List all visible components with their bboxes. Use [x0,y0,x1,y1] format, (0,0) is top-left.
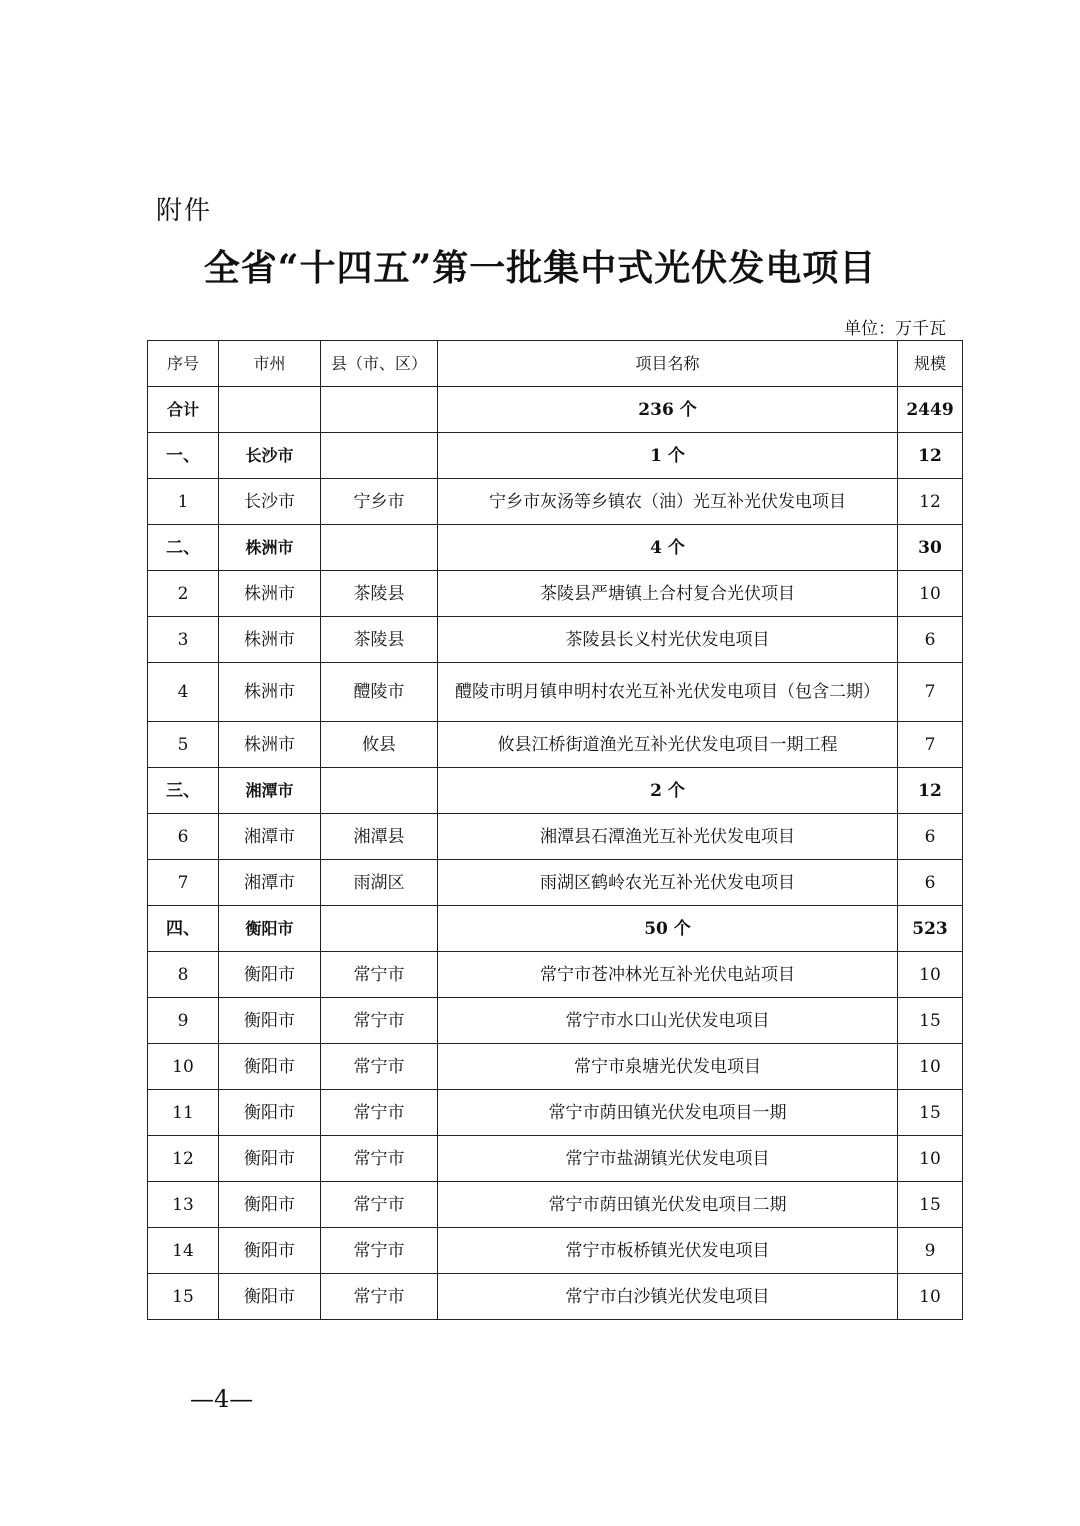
table-row [148,1136,963,1182]
cell-scale: 10 [898,1274,963,1320]
cell-county: 宁乡市 [321,479,438,525]
table-row [148,814,963,860]
cell-no: 一、 [148,433,219,479]
cell-project-name: 236 个 [438,387,898,433]
cell-city: 衡阳市 [219,1044,321,1090]
cell-project-name: 攸县江桥街道渔光互补光伏发电项目一期工程 [438,722,898,768]
header-county: 县（市、区） [321,341,438,387]
table-row [148,952,963,998]
table-body [148,387,963,1320]
cell-city: 株洲市 [219,617,321,663]
project-table [147,340,963,1320]
cell-scale: 12 [898,479,963,525]
cell-no: 5 [148,722,219,768]
cell-scale: 10 [898,571,963,617]
cell-project-name: 常宁市苍冲林光互补光伏电站项目 [438,952,898,998]
cell-project-name: 常宁市水口山光伏发电项目 [438,998,898,1044]
cell-county: 常宁市 [321,1136,438,1182]
cell-no: 4 [148,663,219,722]
cell-project-name: 常宁市板桥镇光伏发电项目 [438,1228,898,1274]
cell-city: 衡阳市 [219,1090,321,1136]
cell-city: 株洲市 [219,722,321,768]
cell-no: 6 [148,814,219,860]
table-row [148,1274,963,1320]
cell-project-name: 常宁市荫田镇光伏发电项目二期 [438,1182,898,1228]
cell-city: 长沙市 [219,433,321,479]
cell-scale: 10 [898,952,963,998]
cell-city: 衡阳市 [219,1228,321,1274]
cell-city: 株洲市 [219,571,321,617]
cell-no: 三、 [148,768,219,814]
cell-no: 11 [148,1090,219,1136]
cell-scale: 10 [898,1136,963,1182]
table-row [148,860,963,906]
cell-city: 湘潭市 [219,860,321,906]
cell-county [321,525,438,571]
unit-label: 单位：万千瓦 [844,319,946,339]
cell-county: 常宁市 [321,1044,438,1090]
cell-no: 8 [148,952,219,998]
cell-county: 醴陵市 [321,663,438,722]
cell-project-name: 常宁市荫田镇光伏发电项目一期 [438,1090,898,1136]
cell-county [321,906,438,952]
cell-scale: 10 [898,1044,963,1090]
cell-city: 衡阳市 [219,952,321,998]
cell-project-name: 常宁市泉塘光伏发电项目 [438,1044,898,1090]
header-scale: 规模 [898,341,963,387]
cell-no: 四、 [148,906,219,952]
header-city: 市州 [219,341,321,387]
cell-scale: 30 [898,525,963,571]
table-row [148,617,963,663]
cell-scale: 2449 [898,387,963,433]
cell-no: 合计 [148,387,219,433]
group-row [148,768,963,814]
group-row [148,525,963,571]
cell-no: 12 [148,1136,219,1182]
cell-scale: 6 [898,860,963,906]
cell-city: 衡阳市 [219,998,321,1044]
table-row [148,1182,963,1228]
table-row [148,998,963,1044]
cell-county: 雨湖区 [321,860,438,906]
cell-city: 株洲市 [219,663,321,722]
page-number: —4— [190,1385,254,1413]
cell-no: 7 [148,860,219,906]
cell-no: 二、 [148,525,219,571]
header-project-name: 项目名称 [438,341,898,387]
cell-no: 10 [148,1044,219,1090]
table-row [148,1090,963,1136]
cell-scale: 6 [898,617,963,663]
cell-city: 衡阳市 [219,1274,321,1320]
cell-project-name: 茶陵县长义村光伏发电项目 [438,617,898,663]
cell-county: 常宁市 [321,1182,438,1228]
cell-county: 常宁市 [321,952,438,998]
cell-no: 3 [148,617,219,663]
cell-city: 衡阳市 [219,906,321,952]
cell-scale: 7 [898,722,963,768]
cell-scale: 15 [898,1182,963,1228]
cell-scale: 12 [898,433,963,479]
cell-no: 13 [148,1182,219,1228]
cell-scale: 7 [898,663,963,722]
cell-county: 茶陵县 [321,571,438,617]
cell-project-name: 4 个 [438,525,898,571]
header-no: 序号 [148,341,219,387]
cell-scale: 9 [898,1228,963,1274]
group-row [148,433,963,479]
table-header-row [148,341,963,387]
cell-city: 湘潭市 [219,814,321,860]
cell-county [321,433,438,479]
cell-project-name: 常宁市白沙镇光伏发电项目 [438,1274,898,1320]
cell-project-name: 常宁市盐湖镇光伏发电项目 [438,1136,898,1182]
table-row [148,571,963,617]
cell-county: 常宁市 [321,1090,438,1136]
cell-project-name: 雨湖区鹤岭农光互补光伏发电项目 [438,860,898,906]
cell-county: 攸县 [321,722,438,768]
document-title: 全省“十四五”第一批集中式光伏发电项目 [203,247,877,289]
cell-county [321,387,438,433]
table-row [148,1228,963,1274]
table-row [148,1044,963,1090]
cell-scale: 6 [898,814,963,860]
cell-project-name: 50 个 [438,906,898,952]
cell-project-name: 2 个 [438,768,898,814]
cell-county: 常宁市 [321,998,438,1044]
cell-no: 14 [148,1228,219,1274]
cell-city: 湘潭市 [219,768,321,814]
cell-city [219,387,321,433]
cell-project-name: 醴陵市明月镇申明村农光互补光伏发电项目（包含二期） [438,663,898,722]
cell-county: 茶陵县 [321,617,438,663]
cell-scale: 15 [898,998,963,1044]
cell-no: 9 [148,998,219,1044]
cell-no: 15 [148,1274,219,1320]
cell-county [321,768,438,814]
table-row [148,663,963,722]
table-row [148,479,963,525]
cell-no: 2 [148,571,219,617]
cell-scale: 15 [898,1090,963,1136]
total-row [148,387,963,433]
cell-city: 衡阳市 [219,1136,321,1182]
cell-county: 常宁市 [321,1274,438,1320]
cell-project-name: 湘潭县石潭渔光互补光伏发电项目 [438,814,898,860]
cell-project-name: 1 个 [438,433,898,479]
cell-scale: 523 [898,906,963,952]
cell-county: 湘潭县 [321,814,438,860]
table-row [148,722,963,768]
cell-city: 衡阳市 [219,1182,321,1228]
cell-no: 1 [148,479,219,525]
cell-scale: 12 [898,768,963,814]
group-row [148,906,963,952]
cell-project-name: 宁乡市灰汤等乡镇农（油）光互补光伏发电项目 [438,479,898,525]
attachment-label: 附件 [156,196,213,226]
cell-project-name: 茶陵县严塘镇上合村复合光伏项目 [438,571,898,617]
cell-county: 常宁市 [321,1228,438,1274]
cell-city: 长沙市 [219,479,321,525]
cell-city: 株洲市 [219,525,321,571]
